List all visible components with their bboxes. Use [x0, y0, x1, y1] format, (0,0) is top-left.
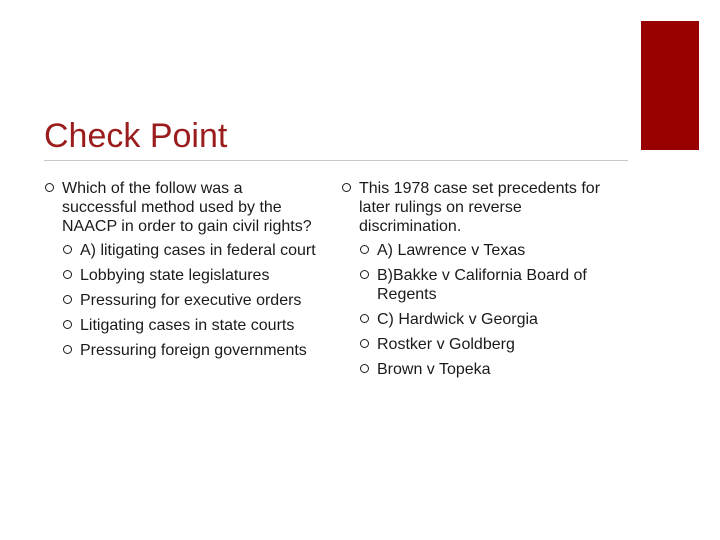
right-option-4	[342, 335, 627, 354]
right-option-1	[342, 241, 627, 260]
circle-bullet-icon	[360, 339, 369, 348]
circle-bullet-icon	[360, 364, 369, 373]
circle-bullet-icon	[63, 320, 72, 329]
accent-block	[641, 21, 699, 150]
left-question-column	[45, 179, 320, 366]
left-option-2	[45, 266, 320, 285]
right-option-text: A) Lawrence v Texas	[377, 242, 526, 259]
left-question-text: Which of the follow was a successful method used by the NAACP in order to gain civil rights?	[62, 180, 312, 235]
right-question	[342, 179, 627, 236]
left-option-text: Pressuring for executive orders	[80, 292, 302, 309]
left-question	[45, 179, 320, 236]
circle-bullet-icon	[342, 183, 351, 192]
left-option-4	[45, 316, 320, 335]
circle-bullet-icon	[360, 314, 369, 323]
slide-title: Check Point	[44, 117, 228, 155]
left-option-text: Lobbying state legislatures	[80, 267, 270, 284]
right-option-text: Brown v Topeka	[377, 361, 491, 378]
circle-bullet-icon	[63, 345, 72, 354]
circle-bullet-icon	[63, 295, 72, 304]
right-option-text: C) Hardwick v Georgia	[377, 311, 538, 328]
circle-bullet-icon	[63, 245, 72, 254]
left-option-text: Litigating cases in state courts	[80, 317, 295, 334]
left-option-3	[45, 291, 320, 310]
right-question-text: This 1978 case set precedents for later rulings on reverse discrimination.	[359, 180, 601, 235]
left-option-text: Pressuring foreign governments	[80, 342, 307, 359]
circle-bullet-icon	[63, 270, 72, 279]
right-option-2	[342, 266, 627, 304]
right-option-3	[342, 310, 627, 329]
left-option-5	[45, 341, 320, 360]
circle-bullet-icon	[360, 245, 369, 254]
circle-bullet-icon	[360, 270, 369, 279]
left-option-1	[45, 241, 320, 260]
left-option-text: A) litigating cases in federal court	[80, 242, 316, 259]
circle-bullet-icon	[45, 183, 54, 192]
title-divider	[44, 160, 628, 161]
right-option-text: Rostker v Goldberg	[377, 336, 515, 353]
right-option-text: B)Bakke v California Board of Regents	[377, 267, 587, 303]
right-question-column	[342, 179, 627, 385]
right-option-5	[342, 360, 627, 379]
